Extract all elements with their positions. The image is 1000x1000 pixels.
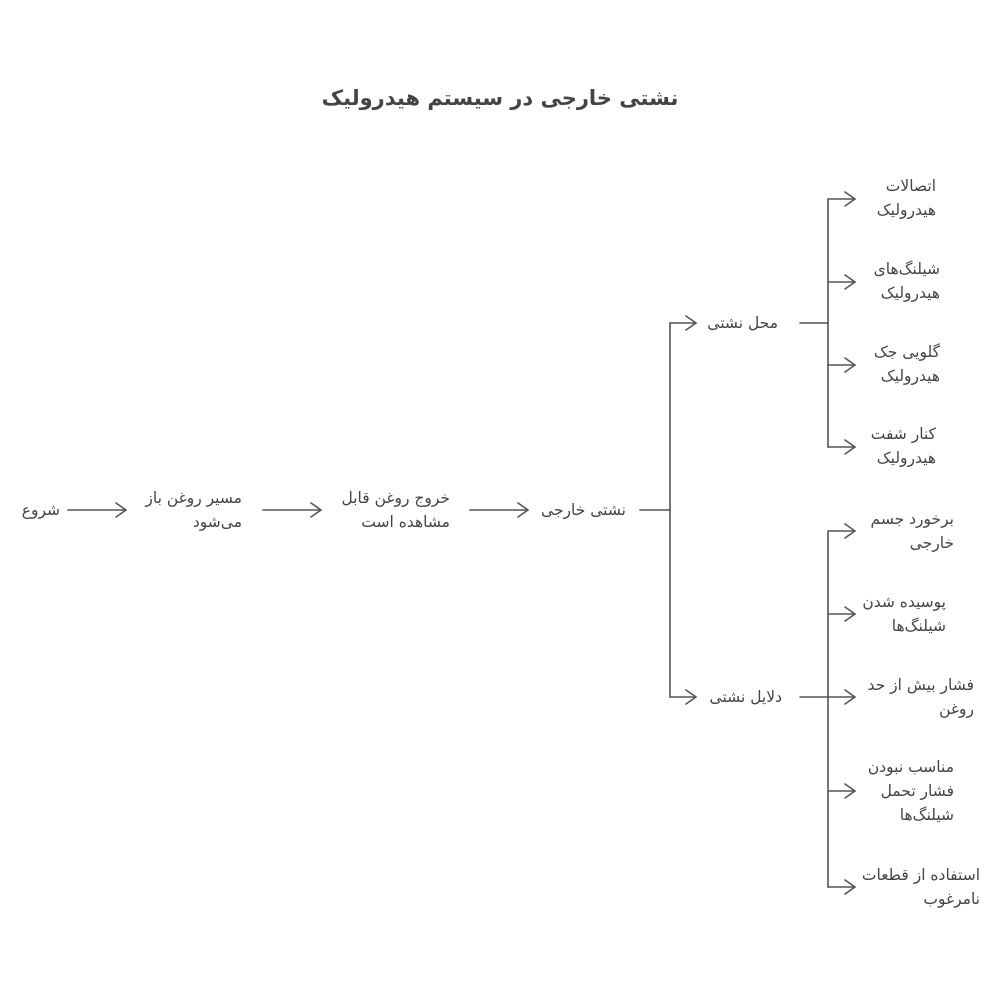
leaf-excess-oil-pressure: فشار بیش از حد روغن xyxy=(867,676,974,718)
branch-location xyxy=(800,192,855,454)
leaf-foreign-object-impact: برخورد جسم خارجی xyxy=(870,510,954,552)
leaf-hydraulic-hoses: شیلنگ‌های هیدرولیک xyxy=(873,260,940,302)
flow-arrow-step1-step2 xyxy=(263,503,321,517)
leaf-unsuitable-pressure-rating: مناسب نبودن فشار تحمل شیلنگ‌ها xyxy=(867,758,954,824)
node-oil-exit-visible: خروج روغن قابل مشاهده است xyxy=(341,489,450,531)
node-leak-causes: دلایل نشتی xyxy=(709,688,782,706)
node-oil-path-opens: مسیر روغن باز می‌شود xyxy=(145,489,242,531)
flow-arrow-start-step1 xyxy=(68,503,126,517)
node-start: شروع xyxy=(21,501,60,519)
leaf-beside-shaft: کنار شفت هیدرولیک xyxy=(870,425,936,467)
leaf-hose-decay: پوسیده شدن شیلنگ‌ها xyxy=(862,593,946,635)
branch-step3 xyxy=(640,316,696,704)
branch-causes xyxy=(800,524,855,894)
node-leak-location: محل نشتی xyxy=(707,314,778,332)
flow-arrow-step2-step3 xyxy=(470,503,528,517)
diagram-title: نشتی خارجی در سیستم هیدرولیک xyxy=(321,86,679,110)
leaf-jack-throat: گلویی جک هیدرولیک xyxy=(873,343,940,385)
leaf-low-quality-parts: استفاده از قطعات نامرغوب xyxy=(861,866,980,908)
node-external-leak: نشتی خارجی xyxy=(541,501,626,519)
leaf-hydraulic-fittings: اتصالات هیدرولیک xyxy=(876,177,936,219)
